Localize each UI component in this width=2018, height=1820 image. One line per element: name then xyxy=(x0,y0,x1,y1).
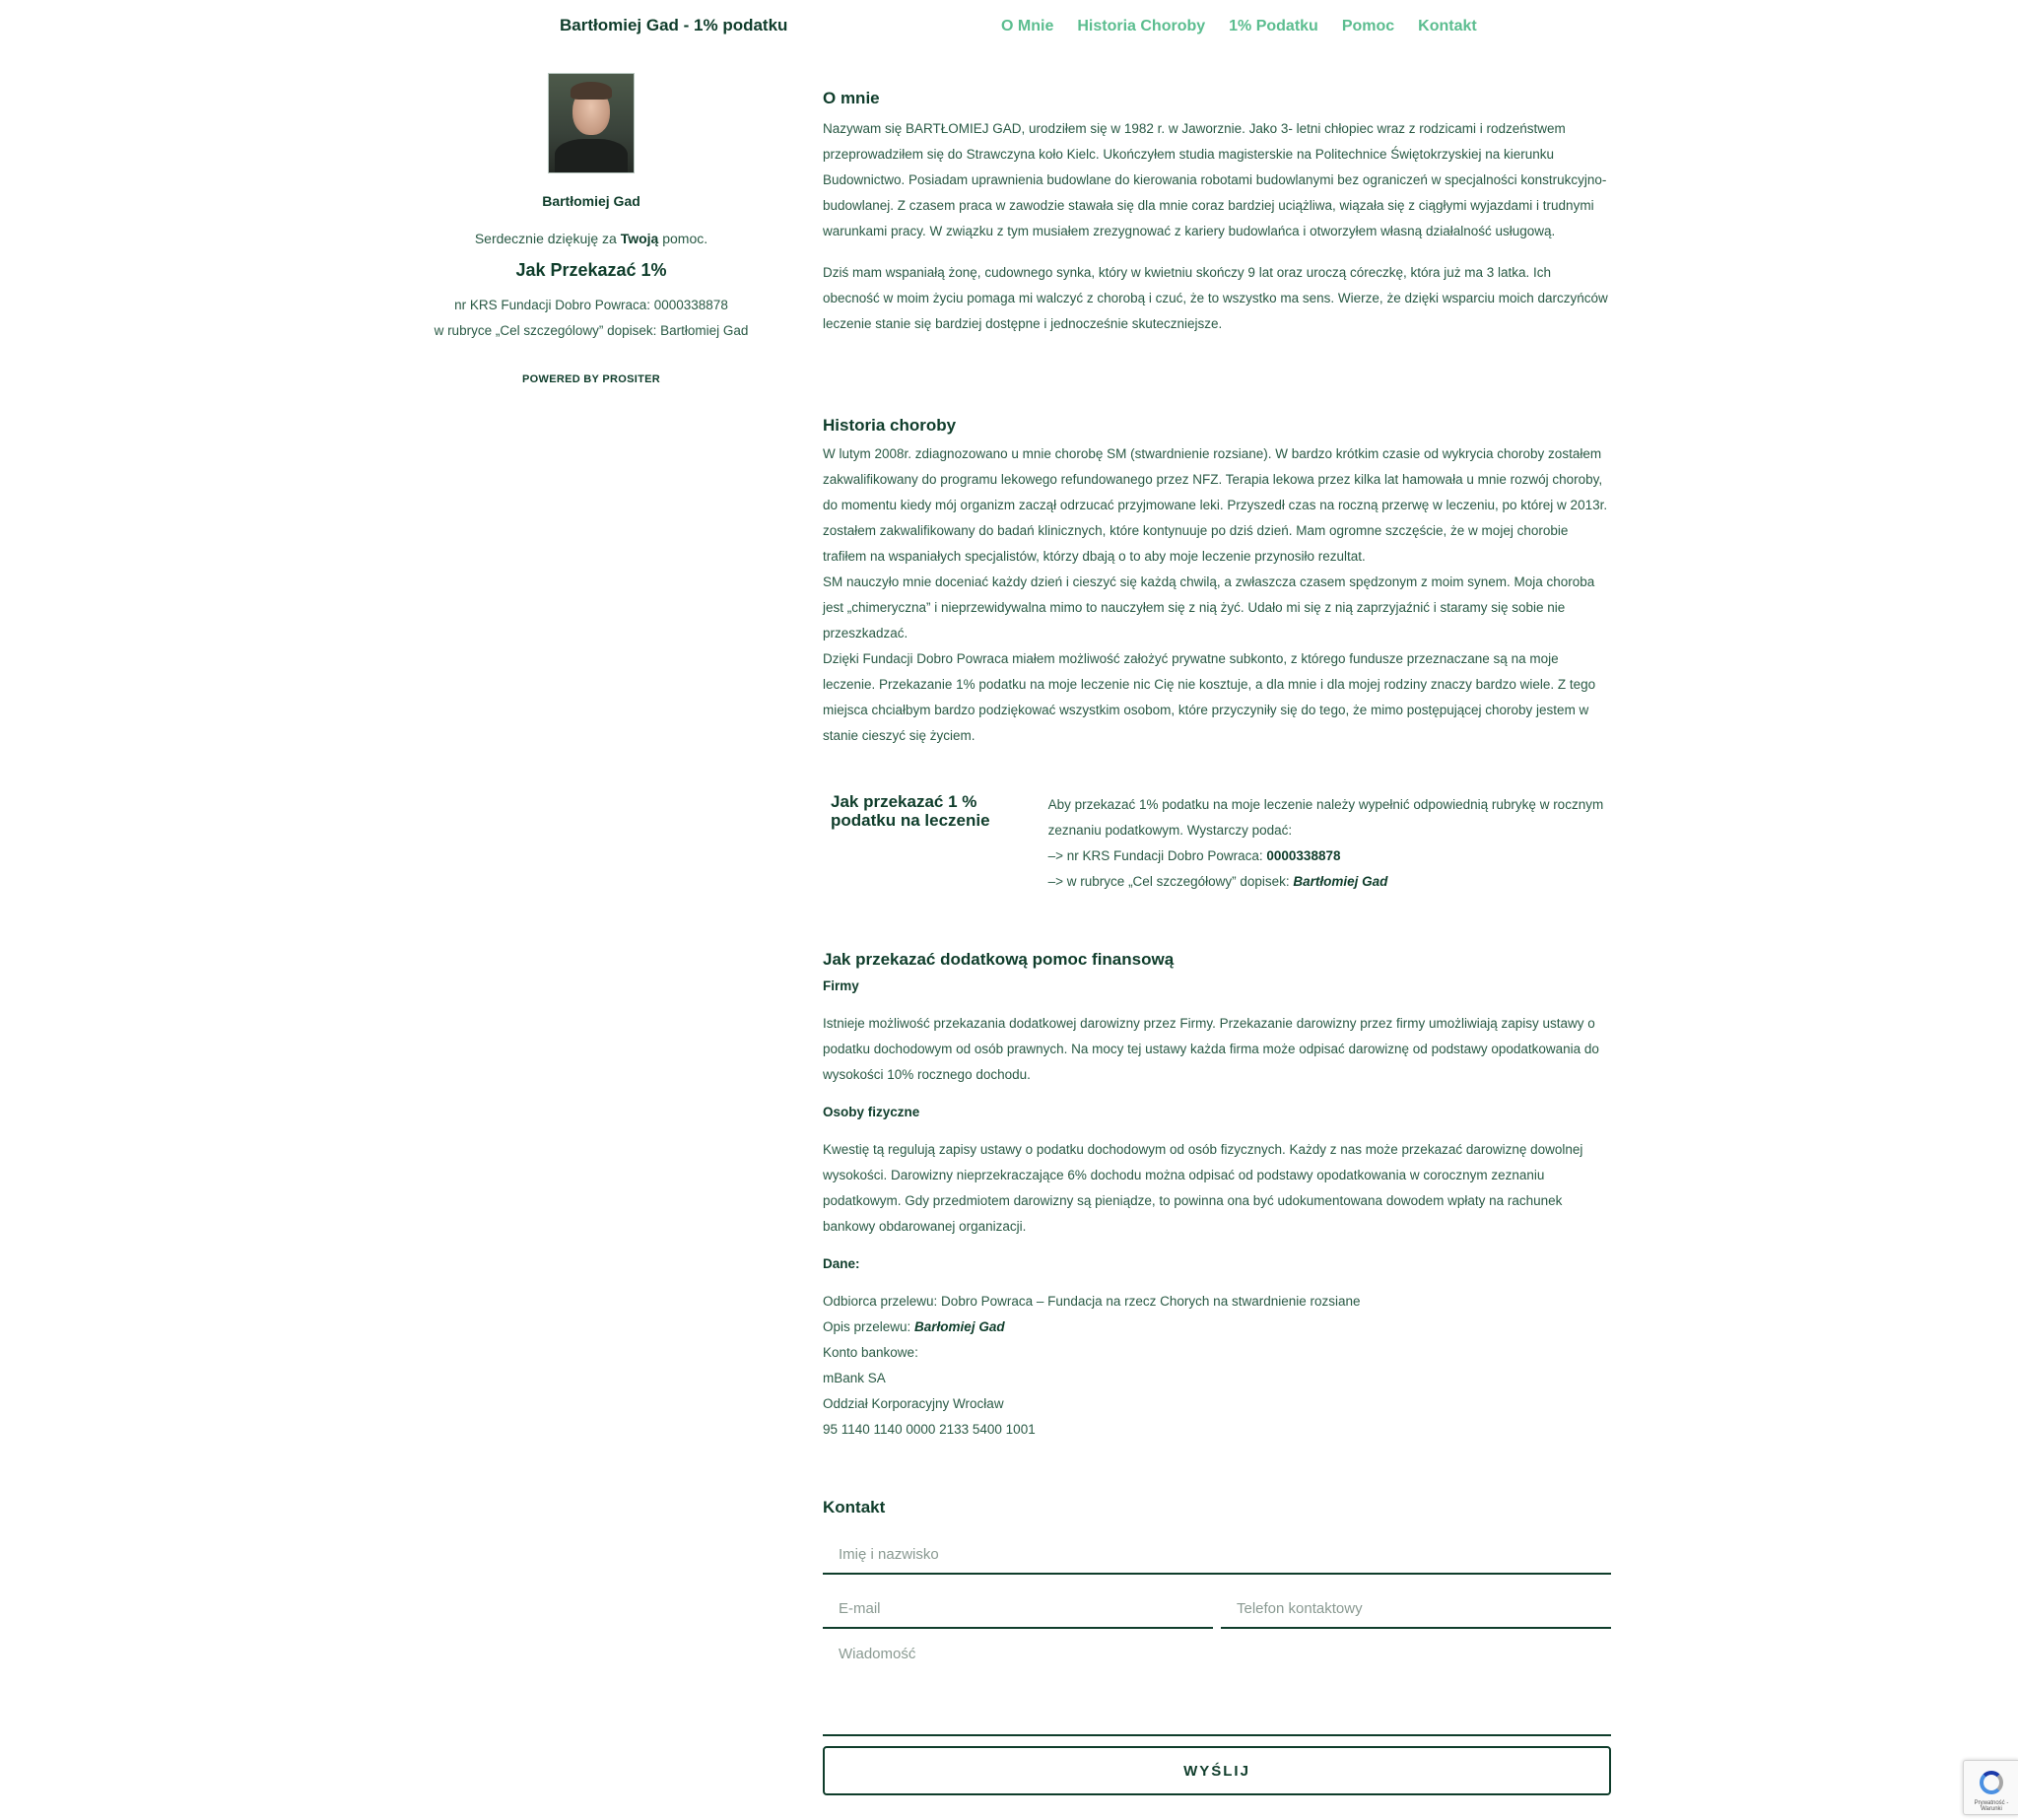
extra-title: Jak przekazać dodatkową pomoc finansową xyxy=(823,950,1175,969)
section-history xyxy=(823,416,1611,749)
nav-item-o-mnie[interactable]: O Mnie xyxy=(1001,18,1054,34)
section-about xyxy=(823,89,1611,337)
section-extra-help xyxy=(823,950,1611,1443)
powered-by-link[interactable]: POWERED BY PROSITER xyxy=(522,373,660,385)
firms-label: Firmy xyxy=(823,978,859,993)
nav-item-1-procent-podatku[interactable]: 1% Podatku xyxy=(1229,18,1318,34)
sidebar-krs-line: nr KRS Fundacji Dobro Powraca: 0000338878 xyxy=(454,298,728,312)
howto-krs: –> nr KRS Fundacji Dobro Powraca: 0000338878 xyxy=(1047,848,1341,863)
recaptcha-badge[interactable] xyxy=(1963,1760,2018,1815)
history-title: Historia choroby xyxy=(823,416,957,435)
account-number: 95 1140 1140 0000 2133 5400 1001 xyxy=(823,1422,1036,1437)
sidebar xyxy=(414,73,769,385)
persons-label: Osoby fizyczne xyxy=(823,1105,920,1119)
howto-intro: Aby przekazać 1% podatku na moje leczenie należy wypełnić odpowiednią rubrykę w rocznym zeznaniu podatkowym. Wystarczy podać: xyxy=(1047,797,1604,838)
howto-title: Jak przekazać 1 % podatku na leczenie xyxy=(831,792,990,830)
account-label: Konto bankowe: xyxy=(823,1345,918,1360)
name-input[interactable]: Imię i nazwisko xyxy=(823,1535,1611,1575)
firms-text: Istnieje możliwość przekazania dodatkowej darowizny przez Firmy. Przekazanie darowizny przez firmy umożliwiają zapisy ustawy o podatku dochodowym od osób prawnych. Na mocy tej ustawy każda firma może odpisać darowiznę od podstawy opodatkowania do wysokości 10% rocznego dochodu. xyxy=(823,1016,1599,1082)
history-paragraph: W lutym 2008r. zdiagnozowano u mnie chorobę SM (stwardnienie rozsiane). W bardzo krótkim czasie od wykrycia choroby zostałem zakwalifikowany do programu lekowego refundowanego przez NFZ. Terapia lekowa przez kilka lat hamowała u mnie rozwój choroby, do momentu kiedy mój organizm zaczął odrzucać przyjmowane leki. Przyszedł czas na roczną przerwę w leczeniu, po której w 2013r. zostałem zakwalifikowany do badań klinicznych, które kontynuuje po dziś dzień. Mam ogromne szczęście, że w mojej chorobie trafiłem na wspaniałych specjalistów, którzy dbają o to aby moje leczenie przynosiło rezultat. xyxy=(823,446,1608,564)
section-howto-1-percent xyxy=(823,792,1611,895)
avatar xyxy=(548,73,635,173)
bank-name: mBank SA xyxy=(823,1371,886,1385)
nav-item-pomoc[interactable]: Pomoc xyxy=(1341,18,1395,34)
message-textarea[interactable]: Wiadomość xyxy=(823,1638,1611,1736)
bank-branch: Oddział Korporacyjny Wrocław xyxy=(823,1396,1004,1411)
sidebar-name: Bartłomiej Gad xyxy=(542,193,640,209)
email-input[interactable]: E-mail xyxy=(823,1589,1213,1629)
transfer-description: Opis przelewu: Barłomiej Gad xyxy=(823,1319,1005,1334)
nav-item-kontakt[interactable]: Kontakt xyxy=(1418,18,1477,34)
transfer-recipient: Odbiorca przelewu: Dobro Powraca – Fundacja na rzecz Chorych na stwardnienie rozsiane xyxy=(823,1294,1361,1309)
about-title: O mnie xyxy=(823,89,880,107)
history-paragraph: SM nauczyło mnie doceniać każdy dzień i cieszyć się każdą chwilą, a zwłaszcza czasem spędzonym z moim synem. Moja choroba jest „chimeryczna” i nieprzewidywalna mimo to nauczyłem się z nią żyć. Udało mi się z nią zaprzyjaźnić i staramy się sobie nie przeszkadzać. xyxy=(823,574,1595,640)
history-paragraph: Dzięki Fundacji Dobro Powraca miałem możliwość założyć prywatne subkonto, z którego fundusze przeznaczane są na moje leczenie. Przekazanie 1% podatku na moje leczenie nic Cię nie kosztuje, a dla mnie i dla mojej rodziny znaczy bardzo wiele. Z tego miejsca chciałbym bardzo podziękować wszystkim osobom, które przyczyniły się do tego, że mimo postępującej choroby jestem w stanie cieszyć się życiem. xyxy=(823,651,1596,743)
main-nav xyxy=(1001,18,1477,35)
recaptcha-icon xyxy=(1980,1771,2003,1794)
nav-item-historia-choroby[interactable]: Historia Choroby xyxy=(1077,18,1206,34)
sidebar-heading: Jak Przekazać 1% xyxy=(515,260,667,280)
send-button[interactable]: WYŚLIJ xyxy=(823,1746,1611,1795)
contact-title: Kontakt xyxy=(823,1498,886,1517)
sidebar-thanks: Serdecznie dziękuję za Twoją pomoc. xyxy=(474,231,708,246)
persons-text: Kwestię tą regulują zapisy ustawy o podatku dochodowym od osób fizycznych. Każdy z nas może przekazać darowiznę dowolnej wysokości. Darowizny nieprzekraczające 6% dochodu można odpisać od podstawy opodatkowania w corocznym zeznaniu podatkowym. Gdy przedmiotem darowizny są pieniądze, to powinna ona być udokumentowana dowodem wpłaty na rachunek bankowy obdarowanej organizacji. xyxy=(823,1142,1583,1234)
site-title[interactable]: Bartłomiej Gad - 1% podatku xyxy=(560,16,788,34)
howto-rubric: –> w rubryce „Cel szczegółowy” dopisek: Bartłomiej Gad xyxy=(1047,874,1388,889)
recaptcha-footer: Prywatność - Warunki xyxy=(1974,1800,2009,1812)
howto-body xyxy=(1037,792,1611,895)
about-paragraph: Dziś mam wspaniałą żonę, cudownego synka, który w kwietniu skończy 9 lat oraz uroczą córeczkę, która już ma 3 latka. Ich obecność w moim życiu pomaga mi walczyć z chorobą i czuć, że to wszystko ma sens. Wierze, że dzięki wsparciu moich darczyńców leczenie stanie się bardziej dostępne i jednocześnie skuteczniejsze. xyxy=(823,265,1608,331)
sidebar-rubric-line: w rubryce „Cel szczególowy” dopisek: Bartłomiej Gad xyxy=(434,323,749,338)
section-contact xyxy=(823,1498,1611,1780)
phone-input[interactable]: Telefon kontaktowy xyxy=(1221,1589,1611,1629)
data-label: Dane: xyxy=(823,1256,860,1271)
about-paragraph: Nazywam się BARTŁOMIEJ GAD, urodziłem się w 1982 r. w Jaworznie. Jako 3- letni chłopiec wraz z rodzicami i rodzeństwem przeprowadziłem się do Strawczyna koło Kielc. Ukończyłem studia magisterskie na Politechnice Świętokrzyskiej na kierunku Budownictwo. Posiadam uprawnienia budowlane do kierowania robotami budowlanymi bez ograniczeń w specjalności konstrukcyjno-budowlanej. Z czasem praca w zawodzie stawała się dla mnie coraz bardziej uciążliwa, wiązała się z ciągłymi wyjazdami i trudnymi warunkami pracy. W związku z tym musiałem zrezygnować z kariery budowlańca i otworzyłem własną działalność usługową. xyxy=(823,121,1607,238)
